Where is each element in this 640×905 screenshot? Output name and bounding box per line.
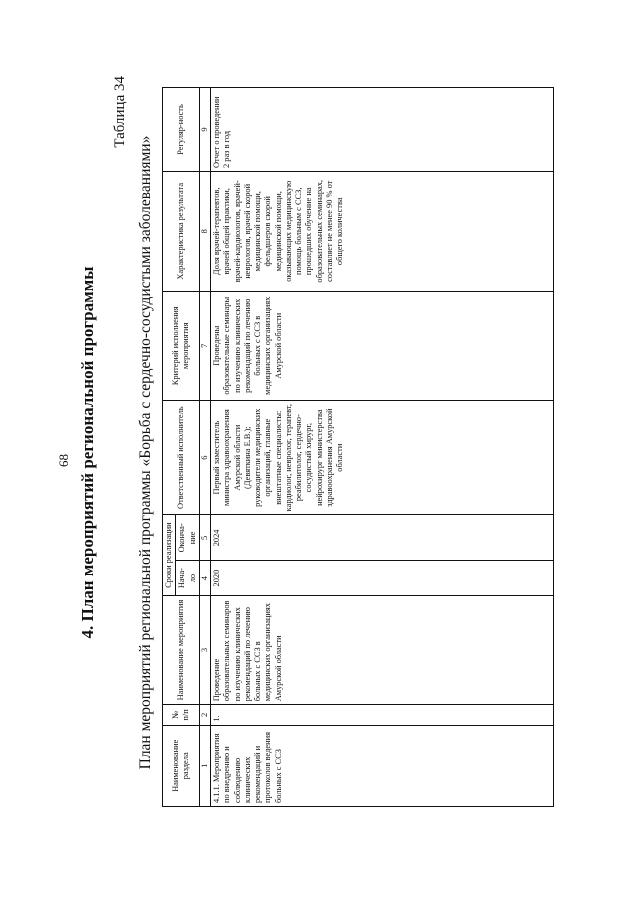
cell-number: 1. — [211, 705, 554, 725]
section-title: 4. План мероприятий региональной программы — [78, 266, 97, 639]
table-row — [211, 88, 554, 807]
column-number: 5 — [199, 515, 210, 561]
cell-responsible: Первый заместитель министра здравоохранения Амурской области (Девяткина Е.В.); руководители медицинских организаций, главные внештатные специалисты: кардиолог, невролог, терапевт, реабилитолог, сердечно-сосудистый хирург, нейрохирург министерства здравоохранения Амурской области — [211, 400, 554, 514]
header-event-name: Наименование мероприятия — [163, 595, 200, 704]
header-criterion: Критерий исполнения мероприятия — [163, 291, 200, 400]
column-number: 1 — [199, 725, 210, 806]
page-number: 68 — [56, 454, 71, 467]
header-responsible: Ответственный исполнитель — [163, 400, 200, 514]
column-number: 2 — [199, 705, 210, 725]
column-number: 9 — [199, 88, 210, 172]
header-end: Оконча-ние — [176, 515, 200, 561]
column-number: 7 — [199, 291, 210, 400]
header-number: № п/п — [163, 705, 200, 725]
cell-result: Доля врачей-терапевтов, врачей общей практики, врачей-кардиологов, врачей-неврологов, врачей скорой медицинской помощи, фельдшеров скорой медицинской помощи, оказывающих медицинскую помощь больным с ССЗ, прошедших обучение на образовательных семинарах, составляет не менее 90 % от общего количества — [211, 172, 554, 292]
column-number: 4 — [199, 561, 210, 596]
cell-regularity: Отчет о проведении 2 раз в год — [211, 88, 554, 172]
header-section-name: Наименование раздела — [163, 725, 200, 806]
events-table — [162, 87, 554, 807]
cell-event: Проведение образовательных семинаров по изучению клинических рекомендаций по лечению больных с ССЗ в медицинских организациях Амурской области — [211, 595, 554, 704]
table-label: Таблица 34 — [112, 76, 128, 148]
column-number: 8 — [199, 172, 210, 292]
column-numbers-row — [199, 88, 210, 807]
column-number: 6 — [199, 400, 210, 514]
table-caption: План мероприятий региональной программы «Борьба с сердечно-сосудистыми заболеваниями» — [137, 135, 154, 770]
header-regularity: Регуляр-ность — [163, 88, 200, 172]
header-result: Характеристика результата — [163, 172, 200, 292]
header-terms: Сроки реализации — [163, 515, 176, 595]
column-number: 3 — [199, 595, 210, 704]
cell-section: 4.1.1. Мероприятия по внедрению и соблюдению клинических рекомендаций и протоколов ведения больных с ССЗ — [211, 725, 554, 806]
cell-end-year: 2024 — [211, 515, 554, 561]
cell-criterion: Проведены образовательные семинары по изучению клинических рекомендаций по лечению больных с ССЗ в медицинских организациях Амурской области — [211, 291, 554, 400]
cell-start-year: 2020 — [211, 561, 554, 596]
header-start: Нача-ло — [176, 561, 200, 596]
